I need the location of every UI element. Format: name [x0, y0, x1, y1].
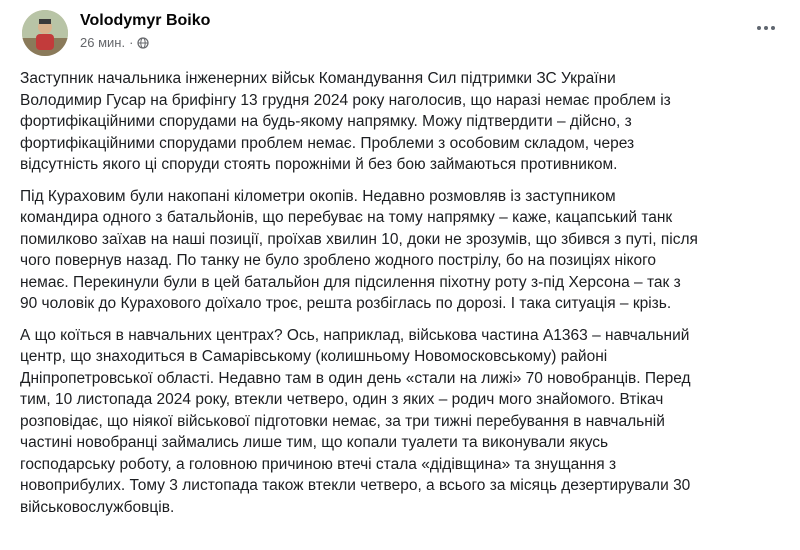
text-line: фортифікаційними спорудами на будь-якому напрямку. Можу підтвердити – дійсно, з [20, 113, 632, 130]
text-line: 90 чоловік до Курахового доїхало троє, решта розбіглась по дорозі. І така ситуація – крізь. [20, 295, 672, 312]
avatar-photo [22, 10, 68, 56]
text-line: немає. Перекинули були в цей батальйон для підсилення піхотну роту з-під Херсона – так з [20, 273, 681, 291]
globe-icon[interactable] [137, 37, 149, 49]
post-paragraph-3 [20, 325, 782, 519]
post-meta [80, 35, 149, 50]
post-header [20, 8, 780, 64]
text-line: новоприбулих. Тому 3 листопада також втекли четверо, а всього за місяць дезертирували 30 [20, 477, 691, 494]
text-line: частині новобранці займались лише тим, що копали туалети та виконували якусь [20, 434, 609, 451]
post-timestamp[interactable]: 26 мин. [80, 35, 126, 50]
text-line: Під Кураховим були накопані кілометри окопів. Недавно розмовляв із заступником [20, 187, 616, 205]
text-line: командира одного з батальйонів, що перебуває на тому напрямку – каже, кацапський танк [20, 209, 673, 226]
text-line: помилково заїхав на наші позиції, проїхав хвилин 10, доки не зрозумів, що збився з путі, після [20, 230, 698, 248]
text-line: чого повернув назад. По танку не було зроблено жодного пострілу, бо на позиціях нікого [20, 252, 657, 269]
post-body [20, 68, 782, 528]
author-name[interactable]: Volodymyr Boiko [80, 12, 211, 29]
author-avatar[interactable] [22, 10, 68, 56]
text-line: Дніпропетровської області. Недавно там в один день «стали на лижі» 70 новобранців. Перед [20, 369, 691, 387]
text-line: тим, 10 листопада 2024 року, втекли четверо, один з яких – родич мого знайомого. Втікач [20, 391, 664, 408]
text-line: відсутність якого ці споруди стоять порожніми й без бою займаються противником. [20, 156, 618, 173]
text-line: Заступник начальника інженерних військ Командування Сил підтримки ЗС України [20, 70, 616, 87]
text-line: А що коїться в навчальних центрах? Ось, наприклад, військова частина А1363 – навчальний [20, 326, 690, 344]
text-line: центр, що знаходиться в Самарівському (колишньому Новомосковському) районі [20, 348, 608, 365]
more-options-icon[interactable] [752, 16, 780, 40]
post-paragraph-1 [20, 68, 782, 176]
text-line: фортифікаційними спорудами проблем немає. Проблеми з особовим складом, через [20, 134, 635, 152]
text-line: господарську роботу, а головною причиною втечі стала «дідівщина» та знущання з [20, 455, 617, 473]
meta-separator: · [129, 35, 134, 50]
text-line: військовослужбовців. [20, 498, 175, 516]
post-paragraph-2 [20, 186, 782, 315]
text-line: Володимир Гусар на брифінгу 13 грудня 2024 року наголосив, що наразі немає проблем із [20, 91, 671, 109]
text-line: розповідає, що ніякої військової підготовки немає, за три тижні перебування в навчальній [20, 412, 665, 430]
